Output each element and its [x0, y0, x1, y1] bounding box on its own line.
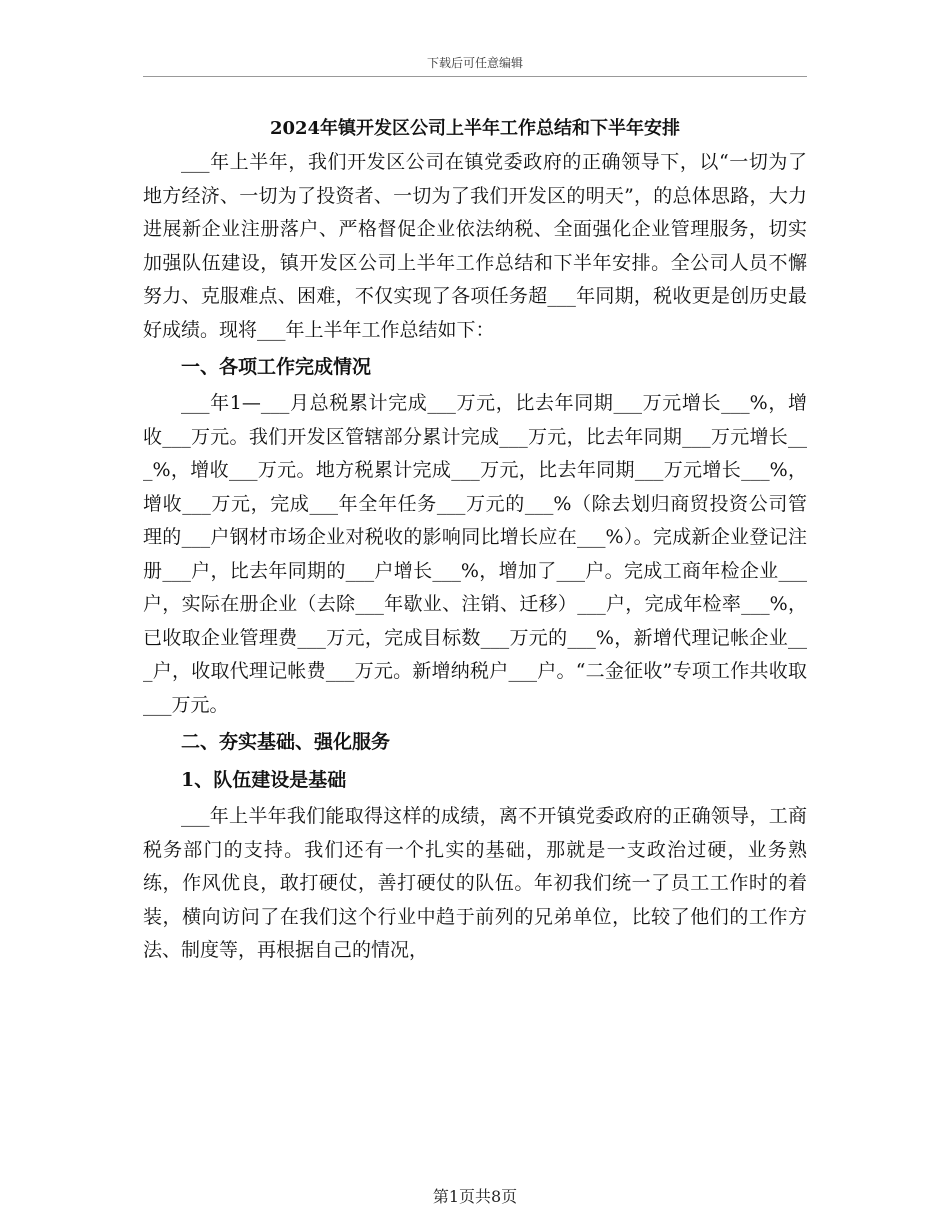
paragraph-stats: ___年1—___月总税累计完成___万元，比去年同期___万元增长___%，增收___万元。我们开发区管辖部分累计完成___万元，比去年同期___万元增长___%，增收___万元。地方税累计完成___万元，比去年同期___万元增长___%，增收___万元，完成___年全年任务___万元的___%（除去划归商贸投资公司管理的___户钢材市场企业对税收的影响同比增长应在___%）。完成新企业登记注册___户，比去年同期的___户增长___%，增加了___户。完成工商年检企业___户，实际在册企业（去除___年歇业、注销、迁移）___户，完成年检率___%，已收取企业管理费___万元，完成目标数___万元的___%，新增代理记帐企业___户，收取代理记帐费___万元。新增纳税户___户。“二金征收”专项工作共收取___万元。: [143, 392, 807, 716]
section-heading-2: 二、夯实基础、强化服务: [181, 731, 391, 753]
subsection-heading-1: 1、队伍建设是基础: [181, 769, 347, 791]
section-heading-1: 一、各项工作完成情况: [181, 356, 372, 378]
document-body: [143, 112, 807, 968]
page-footer: 第1页共8页: [432, 1187, 518, 1206]
paragraph-team: ___年上半年我们能取得这样的成绩，离不开镇党委政府的正确领导，工商税务部门的支持。我们还有一个扎实的基础，那就是一支政治过硬，业务熟练，作风优良，敢打硬仗，善打硬仗的队伍。年初我们统一了员工工作时的着装，横向访问了在我们这个行业中趋于前列的兄弟单位，比较了他们的工作方法、制度等，再根据自己的情况，: [143, 805, 807, 961]
header-divider: [143, 76, 807, 77]
document-title: 2024年镇开发区公司上半年工作总结和下半年安排: [269, 118, 681, 139]
page-header: 下载后可任意编辑: [426, 56, 523, 70]
paragraph-intro: ___年上半年，我们开发区公司在镇党委政府的正确领导下，以“一切为了地方经济、一切为了投资者、一切为了我们开发区的明天”，的总体思路，大力进展新企业注册落户、严格督促企业依法纳税、全面强化企业管理服务，切实加强队伍建设，镇开发区公司上半年工作总结和下半年安排。全公司人员不懈努力、克服难点、困难，不仅实现了各项任务超___年同期，税收更是创历史最好成绩。现将___年上半年工作总结如下：: [143, 151, 807, 341]
